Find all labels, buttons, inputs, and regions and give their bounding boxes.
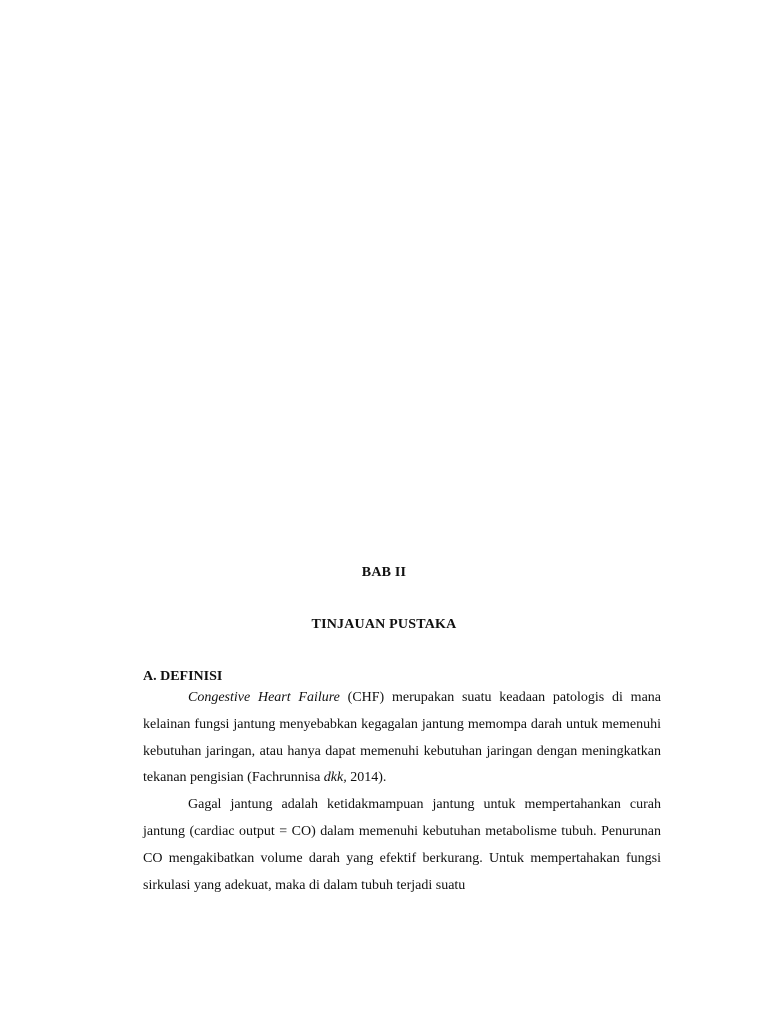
- citation-year: 2014).: [346, 770, 387, 786]
- paragraph-chf-definition: [143, 685, 661, 792]
- section-heading: A. DEFINISI: [143, 669, 223, 684]
- chapter-title: TINJAUAN PUSTAKA: [311, 617, 457, 632]
- section-definisi: [143, 667, 661, 899]
- paragraph-gagal-jantung: Gagal jantung adalah ketidakmampuan jantung untuk mempertahankan curah jantung (cardiac output = CO) dalam memenuhi kebutuhan metabolisme tubuh. Penurunan CO mengakibatkan volume darah yang efektif berkurang. Untuk mempertahakan fungsi sirkulasi yang adekuat, maka di dalam tubuh terjadi suatu: [143, 797, 661, 893]
- chapter-number: BAB II: [361, 565, 407, 580]
- paragraph-text: (CHF) merupakan suatu keadaan patologis di mana kelainan fungsi jantung menyebabkan kegagalan jantung memompa darah untuk memenuhi kebutuhan jaringan, atau hanya dapat memenuhi kebutuhan jaringan dengan meningkatkan tekanan pengisian (Fachrunnisa: [143, 690, 661, 786]
- citation-dkk: dkk,: [323, 770, 347, 786]
- term-congestive-heart-failure: Congestive Heart Failure: [188, 690, 340, 705]
